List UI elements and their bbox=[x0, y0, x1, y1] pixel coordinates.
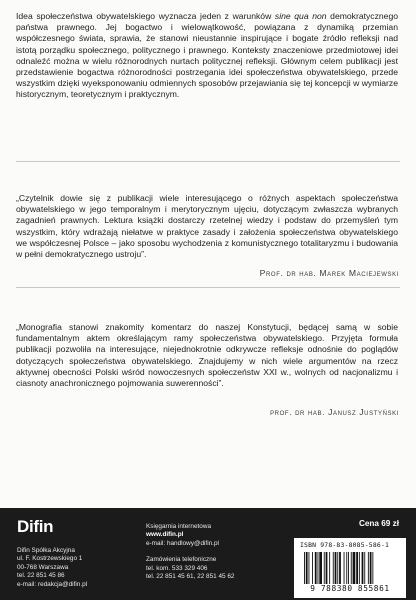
orders-phone-landline: tel. 22 851 45 61, 22 851 45 62 bbox=[146, 573, 235, 581]
barcode-bar bbox=[319, 552, 322, 584]
intro-italic-phrase: sine qua non bbox=[274, 11, 327, 21]
barcode-bar bbox=[353, 552, 356, 584]
review-quote-2-author: prof. dr hab. Janusz Justyński bbox=[270, 407, 399, 417]
shop-url: www.difin.pl bbox=[146, 531, 184, 539]
barcode-bar bbox=[356, 552, 358, 584]
publisher-footer bbox=[0, 508, 416, 600]
barcode-bar bbox=[304, 552, 305, 584]
publisher-line: ul. F. Kostrzewskiego 1 bbox=[17, 555, 83, 563]
review-quote-2 bbox=[16, 322, 398, 389]
barcode-bar bbox=[362, 552, 364, 584]
barcode-bar bbox=[324, 552, 325, 584]
orders-label: Zamówienia telefoniczne bbox=[146, 556, 217, 564]
shop-email: e-mail: handlowy@difin.pl bbox=[146, 539, 219, 547]
orders-phone-mobile: tel. kom. 533 329 406 bbox=[146, 564, 208, 572]
barcode-bar bbox=[337, 552, 338, 584]
barcode-bar bbox=[318, 552, 319, 584]
barcode-bar bbox=[359, 552, 360, 584]
publisher-line: Difin Spółka Akcyjna bbox=[17, 547, 75, 554]
barcode-bar bbox=[309, 552, 310, 584]
barcode-bar bbox=[372, 552, 373, 584]
publisher-line: tel. 22 851 45 86 bbox=[17, 572, 65, 580]
barcode-bar bbox=[333, 552, 334, 584]
barcode-bar bbox=[329, 552, 330, 584]
barcode-bar bbox=[348, 552, 349, 584]
shop-contact bbox=[146, 523, 234, 581]
spacer bbox=[146, 548, 234, 556]
intro-paragraph bbox=[16, 11, 398, 101]
barcode-bar bbox=[312, 552, 313, 584]
publisher-line: 00-768 Warszawa bbox=[17, 563, 69, 571]
barcode-bar bbox=[315, 552, 317, 584]
publisher-address bbox=[17, 547, 87, 589]
barcode-bar bbox=[346, 552, 347, 584]
barcode-bar bbox=[326, 552, 328, 584]
divider-line bbox=[16, 161, 400, 162]
publisher-line: e-mail: redakcja@difin.pl bbox=[17, 580, 88, 588]
review-quote-1-text: „Czytelnik dowie się z publikacji wiele interesującego o różnych aspektach społeczeństwa obywatelskiego w jego temporalnym i merytorycznym ujęciu, dotyczącym zwłaszcza wybranych zagadnień prawnych. Lektura książki dostarczy rzetelnej wiedzy i podstaw do przemyśleń tym wszystkim, który wdrażają niełatwe w praktyce zasady i założenia społeczeństwa obywatelskiego we współczesnej Polsce – jako sposobu wychodzenia z komunistycznego totalitaryzmu i budowania w pełni demokratycznego ustroju”. bbox=[16, 193, 398, 260]
price-label: Cena 69 zł bbox=[358, 519, 399, 528]
isbn-number: ISBN 978-83-8085-586-1 bbox=[300, 541, 390, 549]
barcode-bar bbox=[306, 552, 308, 584]
barcode-digits: 9 788380 855861 bbox=[310, 584, 390, 593]
shop-label: Księgarnia internetowa bbox=[146, 523, 212, 530]
divider-line bbox=[16, 287, 400, 288]
barcode-bars bbox=[304, 552, 396, 584]
review-quote-2-text: „Monografia stanowi znakomity komentarz do naszej Konstytucji, będącej samą w sobie fundamentalnym aktem określającym ramy społeczeństwa obywatelskiego. Przyjęta formuła publikacji pozwoliła na interesujące, niejednokrotnie odkrywcze refleksje odnośnie do poglądów dotyczących społeczeństwa obywatelskiego. Znajdujemy w nich wiele argumentów na rzecz aktywnej obecności Polski wśród nowoczesnych społeczeństw XXI w., wolnych od nacjonalizmu i ciasnoty anachronicznego pojmowania suwerenności”. bbox=[16, 322, 398, 389]
review-quote-1 bbox=[16, 193, 398, 260]
barcode-bar bbox=[344, 552, 345, 584]
intro-text-start: Idea społeczeństwa obywatelskiego wyznacza jeden z warunków bbox=[16, 11, 275, 21]
barcode-bar bbox=[339, 552, 341, 584]
barcode-bar bbox=[351, 552, 352, 584]
barcode bbox=[294, 538, 406, 598]
review-quote-1-author: Prof. dr hab. Marek Maciejewski bbox=[259, 268, 399, 278]
barcode-bar bbox=[370, 552, 372, 584]
publisher-logo: Difin bbox=[17, 517, 54, 536]
barcode-bar bbox=[364, 552, 365, 584]
intro-text-end: demokratycznego państwa prawnego. Jej bogactwo i wielowątkowość, powiązana z dynamiką przemian współczesnego świata, sprawia, że stanowi nieustannie inspirujące i bogate źródło refleksji nad istotą porządku społecznego, politycznego i prawnego. Konteksty znaczeniowe przedmiotowej idei odnaleźć można w wielu różnorodnych nurtach politycznej refleksji. Głównym celem publikacji jest przedstawienie bogactwa różnorodności postrzegania idei społeczeństwa obywatelskiego, przede wszystkim dzięki wyeksponowaniu odmiennych sposobów przejawiania się tej koncepcji w wymiarze historycznym, teoretycznym i praktycznym. bbox=[16, 11, 399, 100]
barcode-bar bbox=[335, 552, 337, 584]
barcode-bar bbox=[368, 552, 369, 584]
